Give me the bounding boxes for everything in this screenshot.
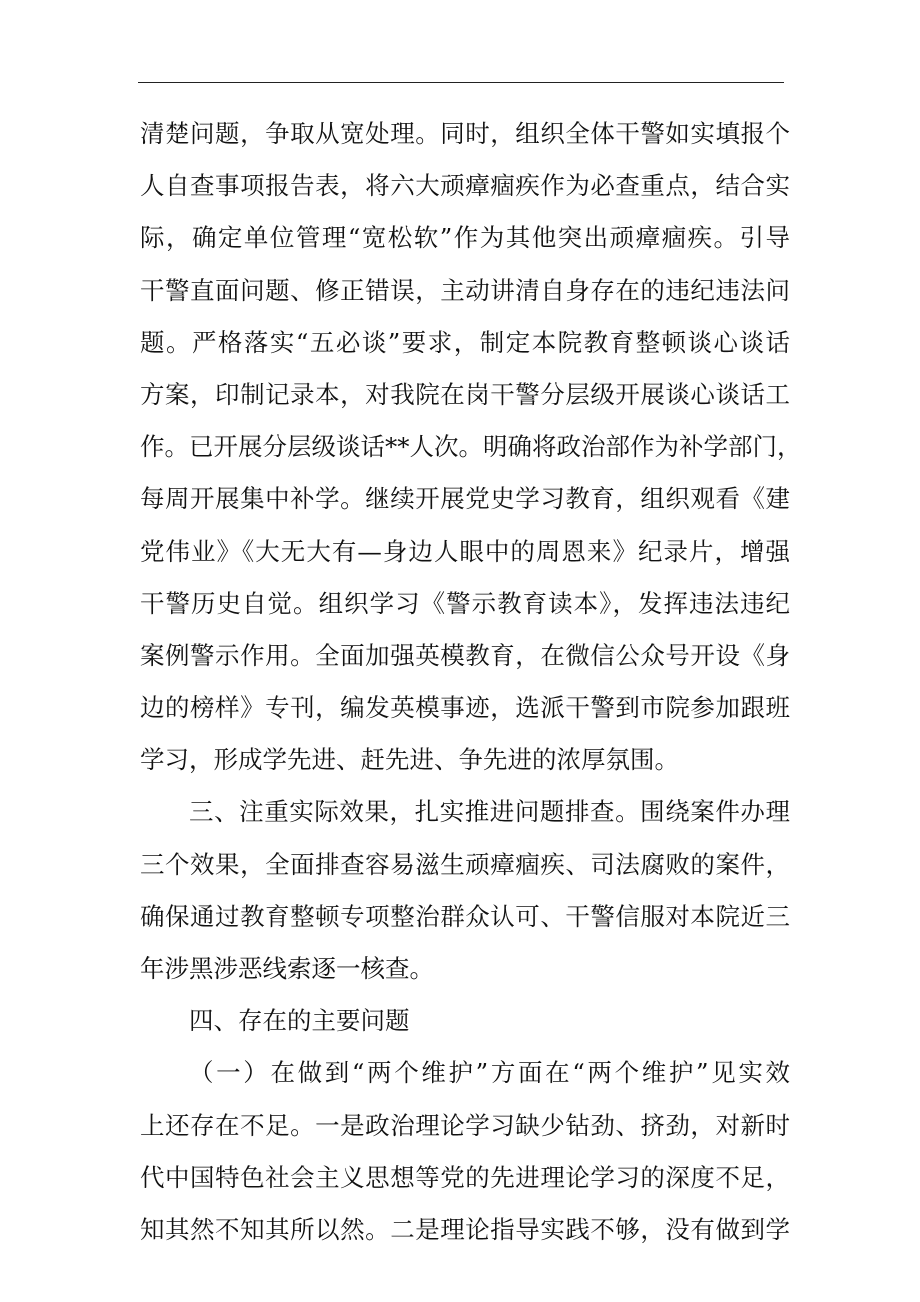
text-line: 四、存在的主要问题 [189,1006,410,1036]
text-line: 年涉黑涉恶线索逐一核查。 [140,954,434,983]
text-line: 际，确定单位管理“宽松软”作为其他突出顽瘴痼疾。引导 [140,223,790,253]
text-line: 学习，形成学先进、赶先进、争先进的浓厚氛围。 [140,745,679,775]
header-rule [138,82,784,83]
text-line: 干警历史自觉。组织学习《警示教育读本》，发挥违法违纪 [140,588,790,618]
text-line: 干警直面问题、修正错误，主动讲清自身存在的违纪违法问 [140,275,790,305]
text-line: 人自查事项报告表，将六大顽瘴痼疾作为必查重点，结合实 [140,171,790,201]
text-line: 代中国特色社会主义思想等党的先进理论学习的深度不足， [140,1162,790,1192]
text-line: 边的榜样》专刊，编发英模事迹，选派干警到市院参加跟班 [140,693,790,723]
text-line: 作。已开展分层级谈话**人次。明确将政治部作为补学部门， [140,432,802,462]
text-line: 上还存在不足。一是政治理论学习缺少钻劲、挤劲，对新时 [140,1110,790,1140]
text-line: 党伟业》《大无大有—身边人眼中的周恩来》纪录片，增强 [140,536,790,566]
text-line: 三个效果，全面排查容易滋生顽瘴痼疾、司法腐败的案件， [140,849,790,879]
text-line: 三、注重实际效果，扎实推进问题排查。围绕案件办理 [189,797,790,827]
body-text [140,108,802,1256]
text-line: 每周开展集中补学。继续开展党史学习教育，组织观看《建 [140,484,790,514]
text-line: 知其然不知其所以然。二是理论指导实践不够，没有做到学 [140,1214,790,1244]
text-line: 方案，印制记录本，对我院在岗干警分层级开展谈心谈话工 [140,379,790,409]
text-line: 题。严格落实“五必谈”要求，制定本院教育整顿谈心谈话 [140,327,790,357]
text-line: 确保通过教育整顿专项整治群众认可、干警信服对本院近三 [140,901,790,931]
text-line: 清楚问题，争取从宽处理。同时，组织全体干警如实填报个 [140,119,790,148]
text-line: （一）在做到“两个维护”方面在“两个维护”见实效 [189,1058,790,1088]
text-line: 案例警示作用。全面加强英模教育，在微信公众号开设《身 [140,640,790,670]
